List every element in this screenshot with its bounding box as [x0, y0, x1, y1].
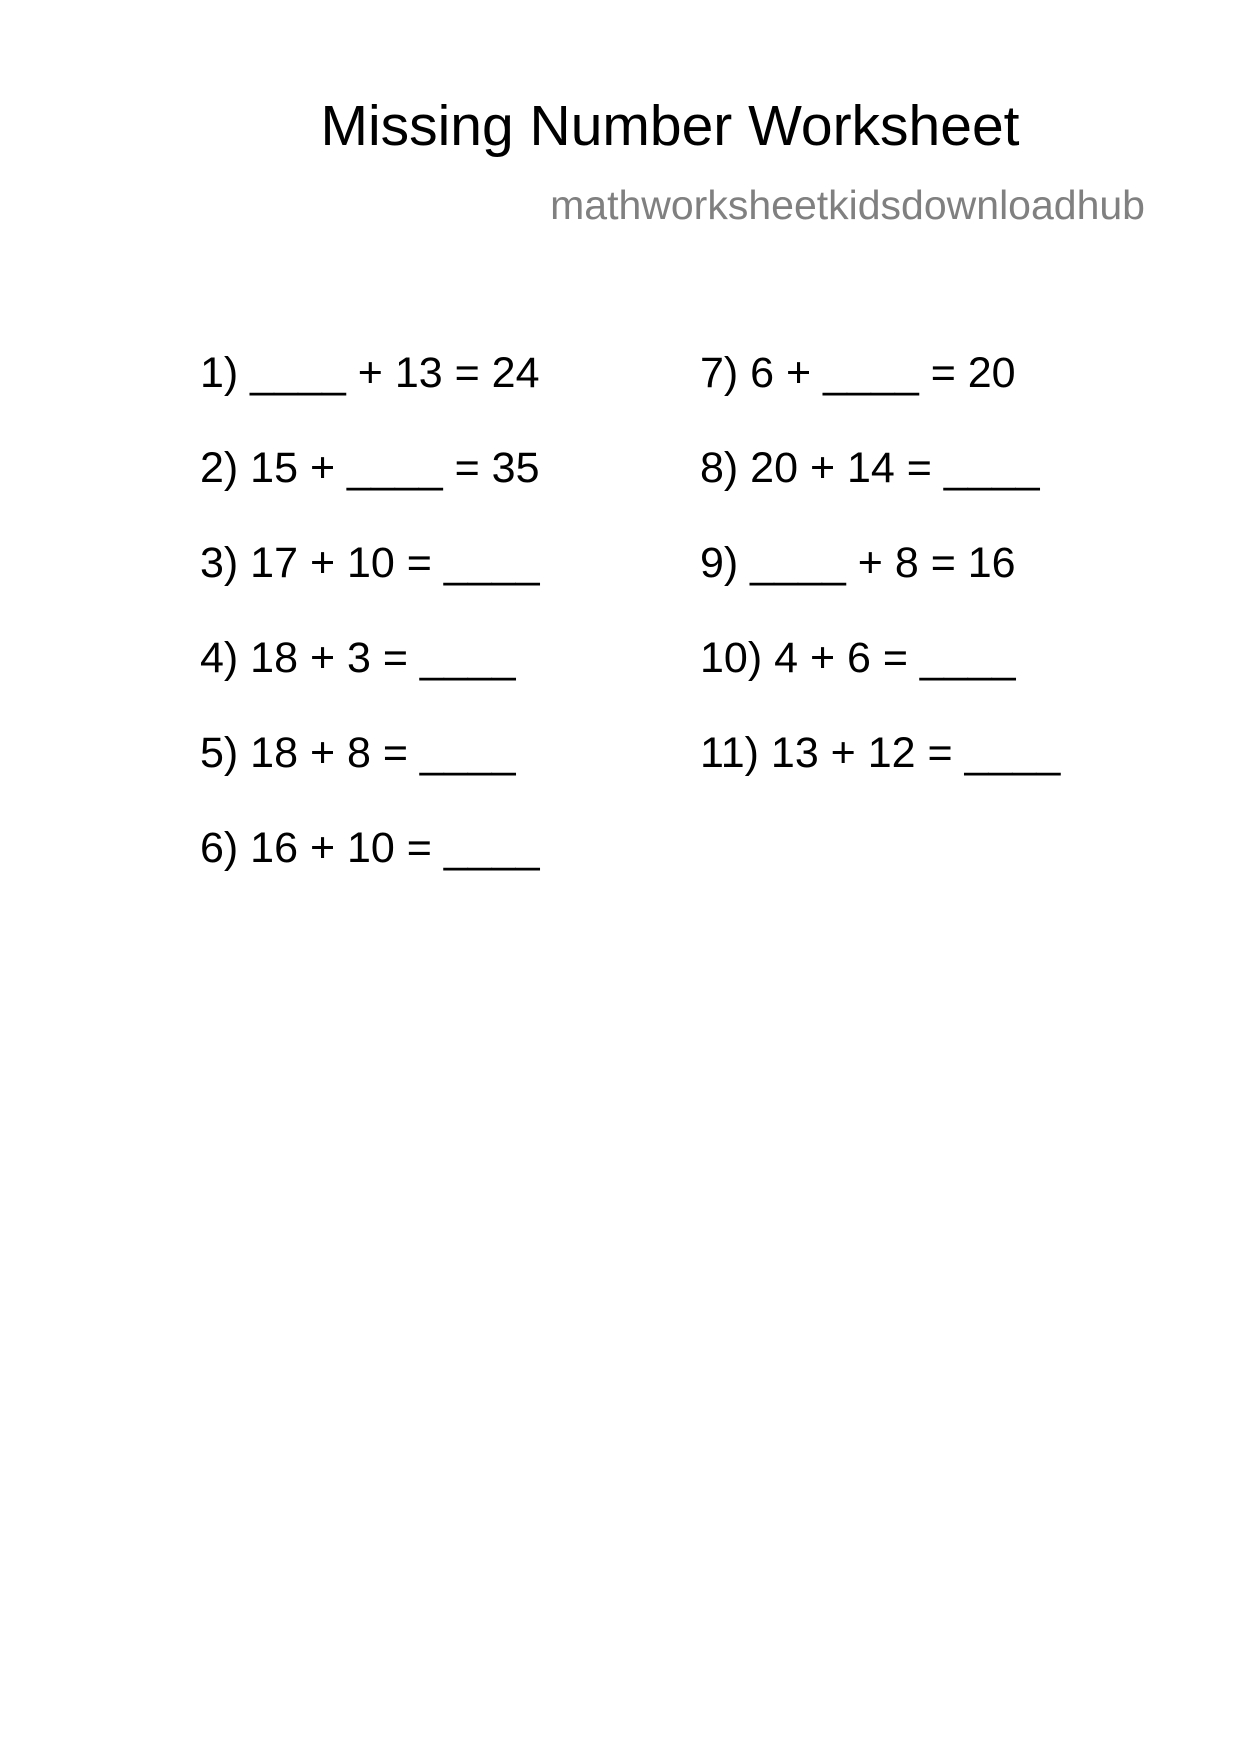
problem-10: 10) 4 + 6 = ____ [700, 634, 1016, 682]
worksheet-source: mathworksheetkidsdownloadhub [550, 182, 1145, 228]
problem-1: 1) ____ + 13 = 24 [200, 349, 540, 397]
problem-7: 7) 6 + ____ = 20 [700, 349, 1016, 397]
problem-8: 8) 20 + 14 = ____ [700, 444, 1040, 492]
problem-3: 3) 17 + 10 = ____ [200, 539, 540, 587]
problem-5: 5) 18 + 8 = ____ [200, 729, 516, 777]
problems-column-right [700, 349, 1061, 827]
problem-2: 2) 15 + ____ = 35 [200, 444, 540, 492]
problem-4: 4) 18 + 3 = ____ [200, 634, 516, 682]
problems-column-left [200, 349, 540, 922]
problem-11: 11) 13 + 12 = ____ [700, 729, 1061, 777]
worksheet-title: Missing Number Worksheet [320, 94, 1020, 158]
problem-9: 9) ____ + 8 = 16 [700, 539, 1016, 587]
problem-6: 6) 16 + 10 = ____ [200, 824, 540, 872]
